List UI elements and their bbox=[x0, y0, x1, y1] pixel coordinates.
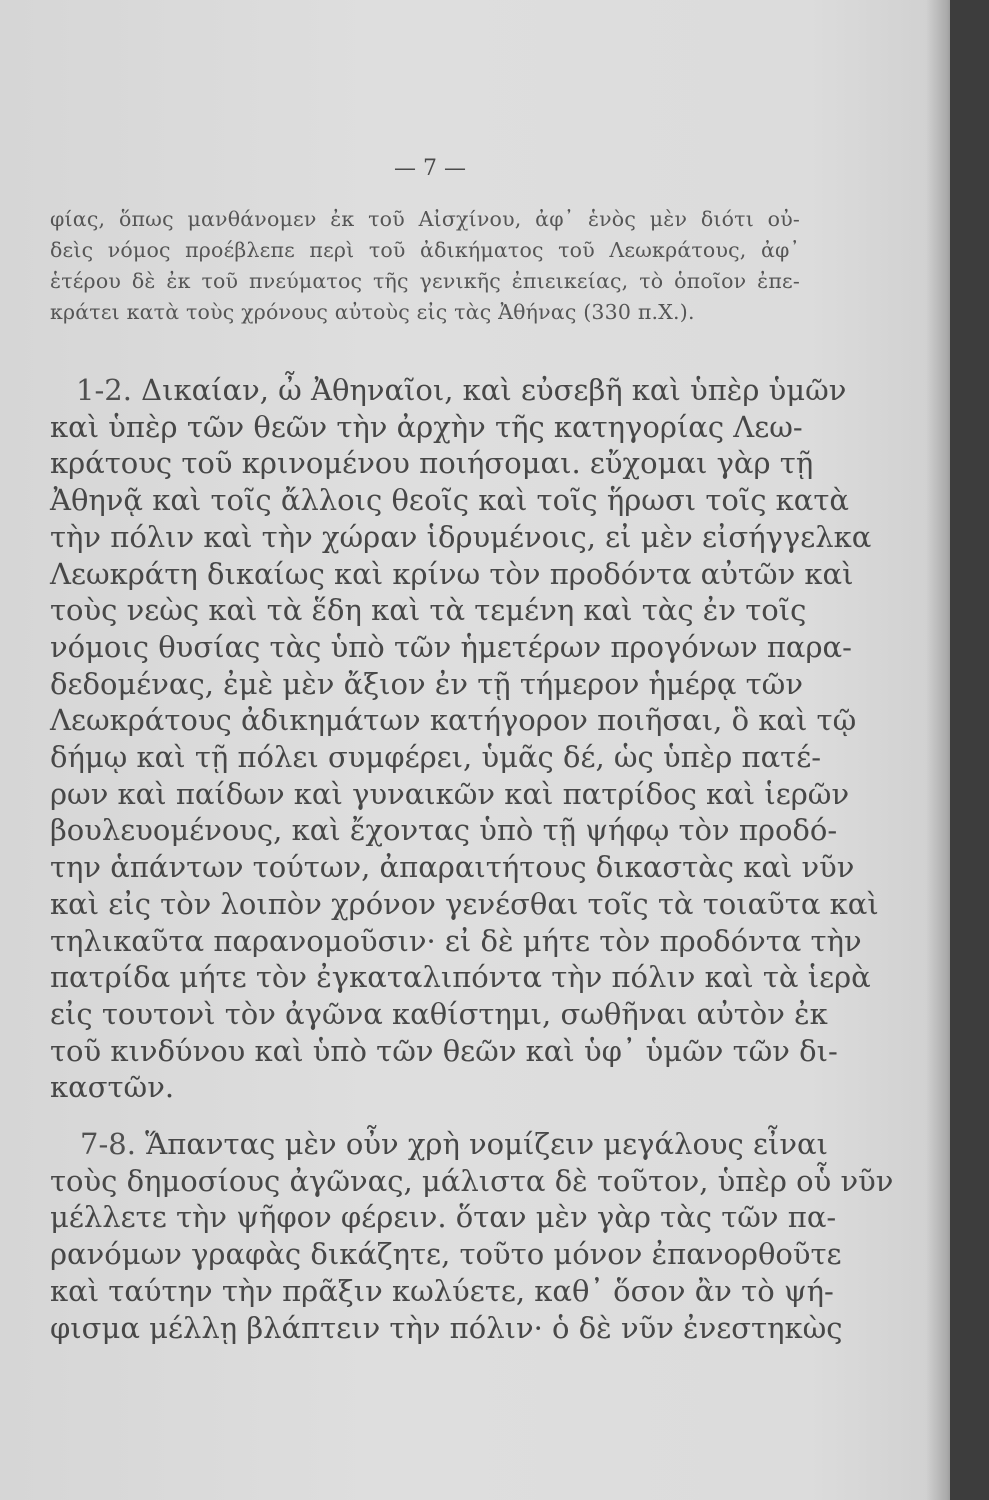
text-line: πατρίδα μήτε τὸν ἐγκαταλιπόντα τὴν πόλιν καὶ τὰ ἱερὰ bbox=[50, 960, 871, 995]
text-line: καὶ ὑπὲρ τῶν θεῶν τὴν ἀρχὴν τῆς κατηγορίας Λεω- bbox=[50, 409, 803, 444]
text-line: τοὺς νεὼς καὶ τὰ ἕδη καὶ τὰ τεμένη καὶ τὰς ἐν τοῖς bbox=[50, 593, 807, 628]
text-line: φισμα μέλλῃ βλάπτειν τὴν πόλιν· ὁ δὲ νῦν ἐνεστηκὼς bbox=[50, 1310, 843, 1345]
section-marker: 1-2. bbox=[76, 373, 132, 407]
text-line: τὴν πόλιν καὶ τὴν χώραν ἱδρυμένοις, εἰ μὲν εἰσήγγελκα bbox=[50, 519, 872, 554]
section-first-line bbox=[50, 1126, 828, 1163]
text-line: την ἁπάντων τούτων, ἀπαραιτήτους δικαστὰς καὶ νῦν bbox=[50, 850, 855, 885]
text-line: Λεωκράτη δικαίως καὶ κρίνω τὸν προδόντα αὐτῶν καὶ bbox=[50, 556, 854, 591]
footnote-line: φίας, ὅπως μανθάνομεν ἐκ τοῦ Αἰσχίνου, ἀφ᾽ ἑνὸς μὲν διότι οὐ- bbox=[50, 207, 800, 231]
section-marker: 7-8. bbox=[80, 1127, 136, 1161]
text-section-1-2 bbox=[50, 372, 879, 1106]
text-line: τοῦ κινδύνου καὶ ὑπὸ τῶν θεῶν καὶ ὑφ᾽ ὑμῶν τῶν δι- bbox=[50, 1033, 838, 1068]
text-line: δεδομένας, ἐμὲ μὲν ἄξιον ἐν τῇ τήμερον ἡμέρᾳ τῶν bbox=[50, 666, 803, 701]
text-line: Δικαίαν, ὦ Ἀθηναῖοι, καὶ εὐσεβῆ καὶ ὑπὲρ ὑμῶν bbox=[141, 373, 847, 407]
text-line: τηλικαῦτα παρανομοῦσιν· εἰ δὲ μήτε τὸν προδόντα τὴν bbox=[50, 923, 862, 958]
footnote-line: δεὶς νόμος προέβλεπε περὶ τοῦ ἀδικήματος τοῦ Λεωκράτους, ἀφ᾽ bbox=[50, 238, 800, 262]
page-number: — 7 — bbox=[394, 156, 466, 181]
text-line: ρανόμων γραφὰς δικάζητε, τοῦτο μόνον ἐπανορθοῦτε bbox=[50, 1237, 842, 1272]
text-line: κράτους τοῦ κρινομένου ποιήσομαι. εὔχομαι γὰρ τῇ bbox=[50, 446, 814, 481]
footnote-line: κράτει κατὰ τοὺς χρόνους αὐτοὺς εἰς τὰς Ἀθήνας (330 π.Χ.). bbox=[50, 300, 695, 324]
text-line: καὶ εἰς τὸν λοιπὸν χρόνον γενέσθαι τοῖς τὰ τοιαῦτα καὶ bbox=[50, 886, 879, 921]
footnote-line: ἑτέρου δὲ ἐκ τοῦ πνεύματος τῆς γενικῆς ἐπιεικείας, τὸ ὁποῖον ἐπε- bbox=[50, 269, 800, 293]
text-line: Ἅπαντας μὲν οὖν χρὴ νομίζειν μεγάλους εἶναι bbox=[145, 1127, 828, 1161]
text-line: καστῶν. bbox=[50, 1070, 175, 1105]
text-line: δήμῳ καὶ τῇ πόλει συμφέρει, ὑμᾶς δέ, ὡς ὑπὲρ πατέ- bbox=[50, 740, 822, 775]
text-line: βουλευομένους, καὶ ἔχοντας ὑπὸ τῇ ψήφῳ τὸν προδό- bbox=[50, 813, 838, 848]
text-line: Ἀθηνᾷ καὶ τοῖς ἄλλοις θεοῖς καὶ τοῖς ἥρωσι τοῖς κατὰ bbox=[50, 483, 850, 518]
text-line: τοὺς δημοσίους ἀγῶνας, μάλιστα δὲ τοῦτον, ὑπὲρ οὗ νῦν bbox=[50, 1163, 894, 1198]
text-line: ρων καὶ παίδων καὶ γυναικῶν καὶ πατρίδος καὶ ἱερῶν bbox=[50, 776, 850, 811]
section-first-line bbox=[50, 372, 847, 409]
text-line: Λεωκράτους ἀδικημάτων κατήγορον ποιῆσαι, ὃ καὶ τῷ bbox=[50, 703, 857, 738]
text-line: μέλλετε τὴν ψῆφον φέρειν. ὅταν μὲν γὰρ τὰς τῶν πα- bbox=[50, 1200, 837, 1235]
commentary-footnote bbox=[50, 204, 800, 328]
page-edge-shadow bbox=[926, 0, 950, 1500]
text-section-7-8 bbox=[50, 1126, 894, 1346]
text-line: νόμοις θυσίας τὰς ὑπὸ τῶν ἡμετέρων προγόνων παρα- bbox=[50, 629, 852, 664]
text-line: εἰς τουτονὶ τὸν ἀγῶνα καθίστημι, σωθῆναι αὐτὸν ἐκ bbox=[50, 996, 828, 1031]
text-line: καὶ ταύτην τὴν πρᾶξιν κωλύετε, καθ᾽ ὅσον ἂν τὸ ψή- bbox=[50, 1273, 834, 1308]
